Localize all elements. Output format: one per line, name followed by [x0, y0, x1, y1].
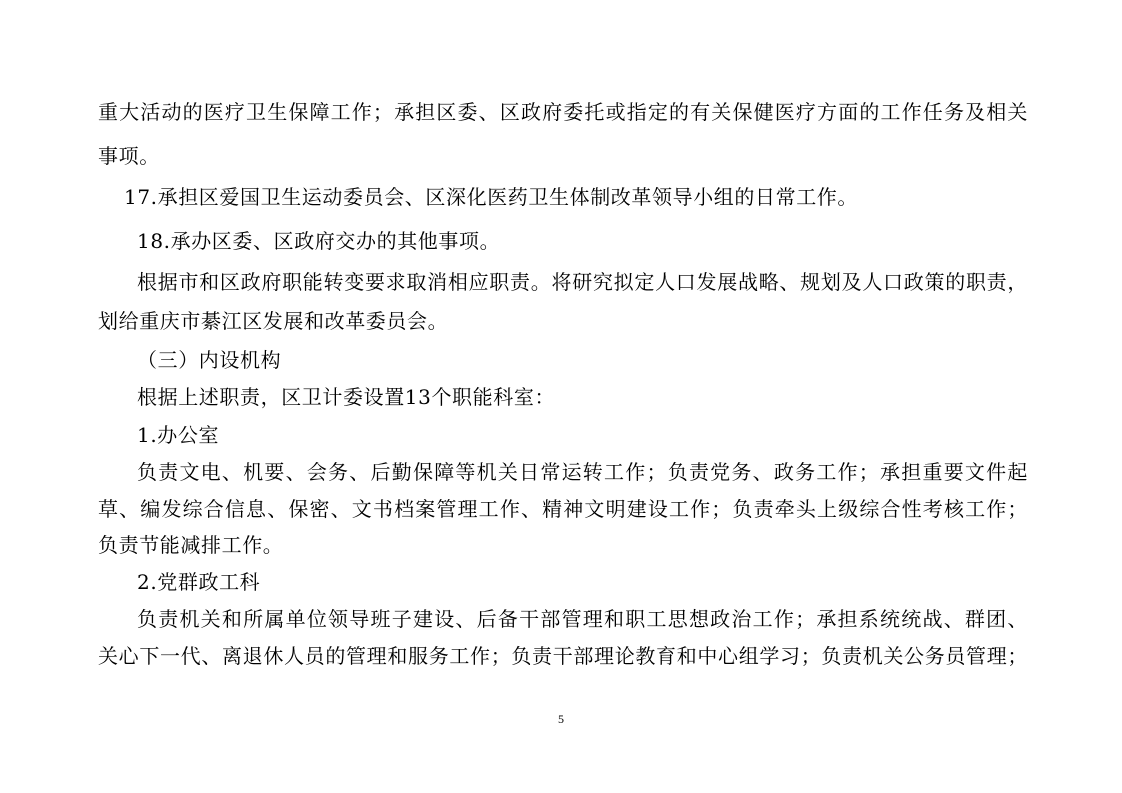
subsection-heading-party: 2.党群政工科 [137, 570, 261, 594]
body-text-line: 负责节能减排工作。 [98, 533, 284, 557]
list-item-17: 17.承担区爱国卫生运动委员会、区深化医药卫生体制改革领导小组的日常工作。 [124, 185, 859, 209]
body-text-line: 根据上述职责，区卫计委设置13个职能科室： [137, 385, 556, 409]
body-text-line: 根据市和区政府职能转变要求取消相应职责。将研究拟定人口发展战略、规划及人口政策的职责， [137, 270, 1028, 294]
body-text-line: 划给重庆市綦江区发展和改革委员会。 [98, 309, 449, 333]
body-text-line: 草、编发综合信息、保密、文书档案管理工作、精神文明建设工作；负责牵头上级综合性考核工作； [98, 497, 1028, 521]
body-text-line: 重大活动的医疗卫生保障工作；承担区委、区政府委托或指定的有关保健医疗方面的工作任务及相关 [98, 100, 1028, 124]
body-text-line: 关心下一代、离退休人员的管理和服务工作；负责干部理论教育和中心组学习；负责机关公务员管理； [98, 644, 1028, 668]
page-number: 5 [558, 712, 564, 726]
subsection-heading-office: 1.办公室 [137, 423, 220, 447]
body-text-line: 负责机关和所属单位领导班子建设、后备干部管理和职工思想政治工作；承担系统统战、群团、 [137, 607, 1028, 631]
body-text-line: 负责文电、机要、会务、后勤保障等机关日常运转工作；负责党务、政务工作；承担重要文件起 [137, 460, 1028, 484]
section-heading: （三）内设机构 [137, 348, 282, 372]
list-item-18: 18.承办区委、区政府交办的其他事项。 [137, 229, 501, 253]
body-text-line: 事项。 [98, 144, 160, 168]
